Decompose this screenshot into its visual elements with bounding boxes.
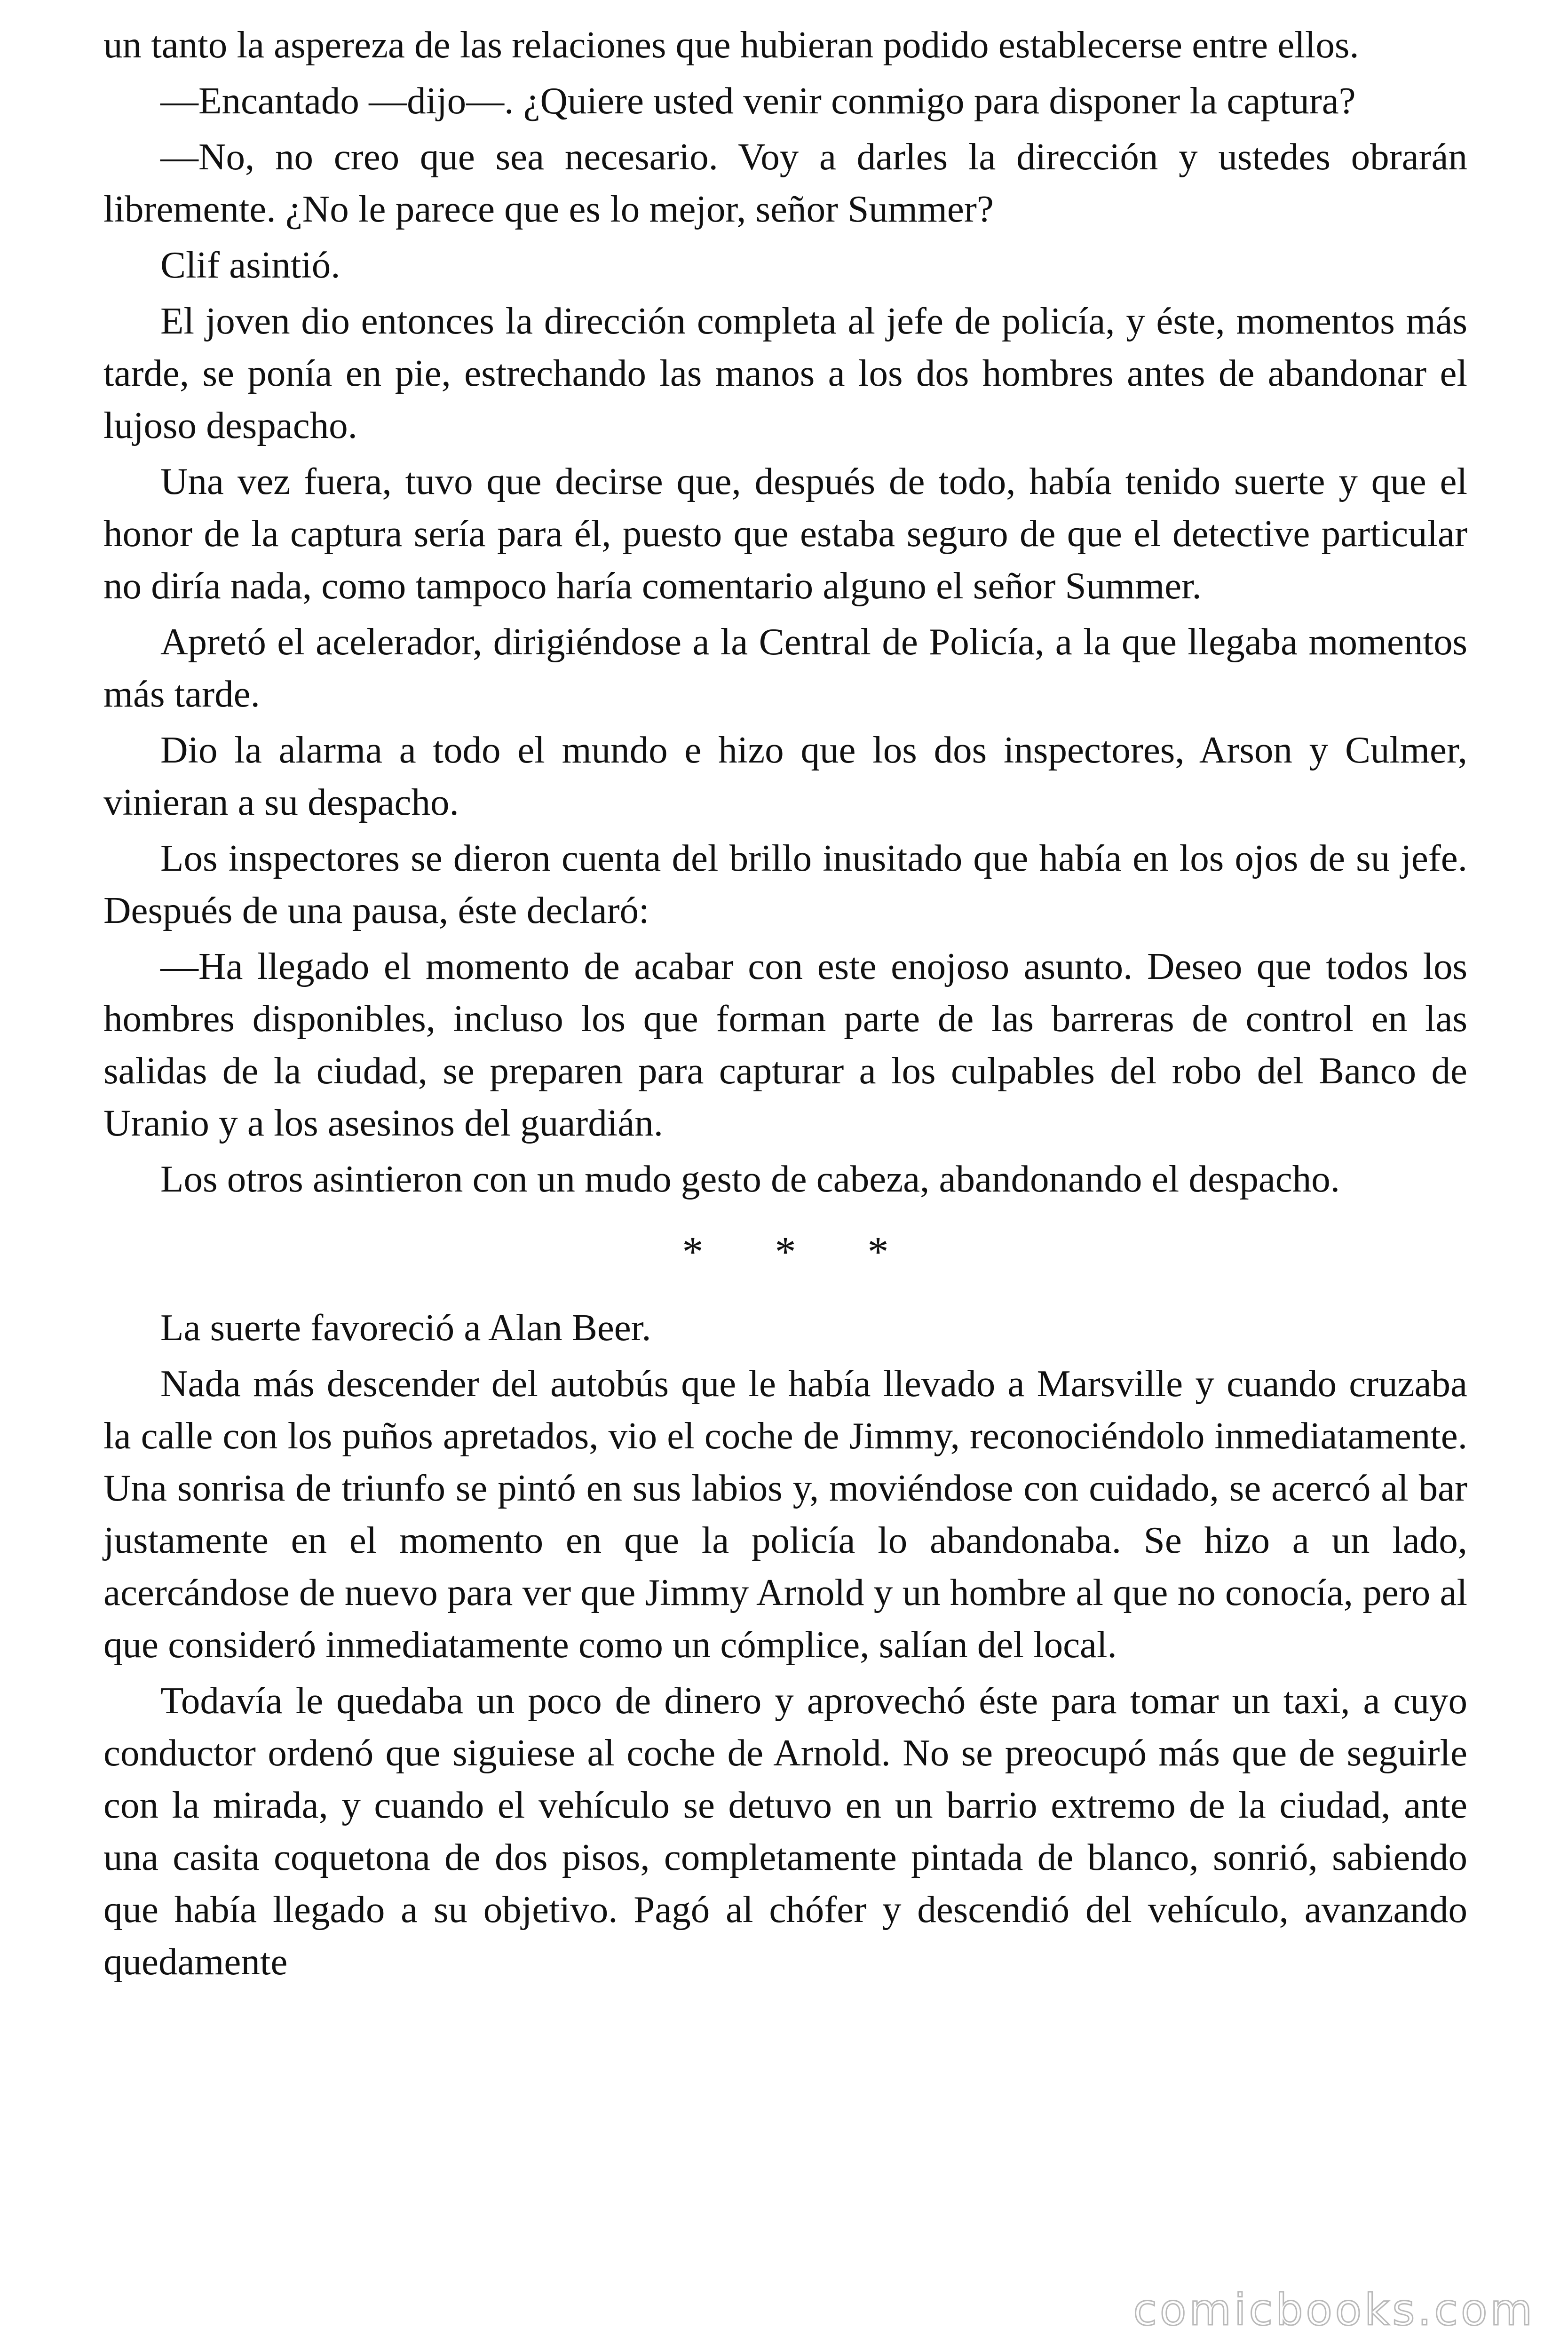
paragraph: —Ha llegado el momento de acabar con este enojoso asunto. Deseo que todos los hombres disponibles, incluso los que forman parte de las barreras de control en las salidas de la ciudad, se preparen para capturar a los culpables del robo del Banco de Uranio y a los asesinos del guardián. (103, 945, 1467, 1144)
watermark: comicbooks.com (1133, 2285, 1535, 2335)
separator-asterisk: * (867, 1229, 889, 1275)
separator-asterisk: * (775, 1229, 796, 1275)
paragraph: El joven dio entonces la dirección completa al jefe de policía, y éste, momentos más tarde, se ponía en pie, estrechando las manos a los dos hombres antes de abandonar el lujoso despacho. (103, 300, 1467, 446)
paragraph: Clif asintió. (160, 244, 341, 286)
paragraph: Los otros asintieron con un mudo gesto de cabeza, abandonando el despacho. (160, 1158, 1340, 1200)
paragraph: Una vez fuera, tuvo que decirse que, después de todo, había tenido suerte y que el honor de la captura sería para él, puesto que estaba seguro de que el detective particular no diría nada, como tampoco haría comentario alguno el señor Summer. (103, 460, 1467, 607)
separator-asterisk: * (682, 1229, 704, 1275)
paragraph: Dio la alarma a todo el mundo e hizo que los dos inspectores, Arson y Culmer, vinieran a su despacho. (103, 729, 1467, 823)
paragraph: —Encantado —dijo—. ¿Quiere usted venir conmigo para disponer la captura? (160, 79, 1356, 122)
scene-separator (103, 1226, 1467, 1278)
paragraph: Apretó el acelerador, dirigiéndose a la Central de Policía, a la que llegaba momentos más tarde. (103, 620, 1467, 715)
paragraph: un tanto la aspereza de las relaciones que hubieran podido establecerse entre ellos. (103, 24, 1359, 66)
paragraph: —No, no creo que sea necesario. Voy a darles la dirección y ustedes obrarán libremente. ¿No le parece que es lo mejor, señor Summer? (103, 135, 1467, 230)
paragraph: Nada más descender del autobús que le había llevado a Marsville y cuando cruzaba la calle con los puños apretados, vio el coche de Jimmy, reconociéndolo inmediatamente. Una sonrisa de triunfo se pintó en sus labios y, moviéndose con cuidado, se acercó al bar justamente en el momento en que la policía lo abandonaba. Se hizo a un lado, acercándose de nuevo para ver que Jimmy Arnold y un hombre al que no conocía, pero al que consideró inmediatamente como un cómplice, salían del local. (103, 1362, 1467, 1666)
paragraph: Todavía le quedaba un poco de dinero y aprovechó éste para tomar un taxi, a cuyo conductor ordenó que siguiese al coche de Arnold. No se preocupó más que de seguirle con la mirada, y cuando el vehículo se detuvo en un barrio extremo de la ciudad, ante una casita coquetona de dos pisos, completamente pintada de blanco, sonrió, sabiendo que había llegado a su objetivo. Pagó al chófer y descendió del vehículo, avanzando quedamente (103, 1679, 1467, 1983)
paragraph: La suerte favoreció a Alan Beer. (160, 1306, 651, 1349)
paragraph: Los inspectores se dieron cuenta del brillo inusitado que había en los ojos de su jefe. Después de una pausa, éste declaró: (103, 837, 1467, 931)
page-body (103, 19, 1467, 1992)
